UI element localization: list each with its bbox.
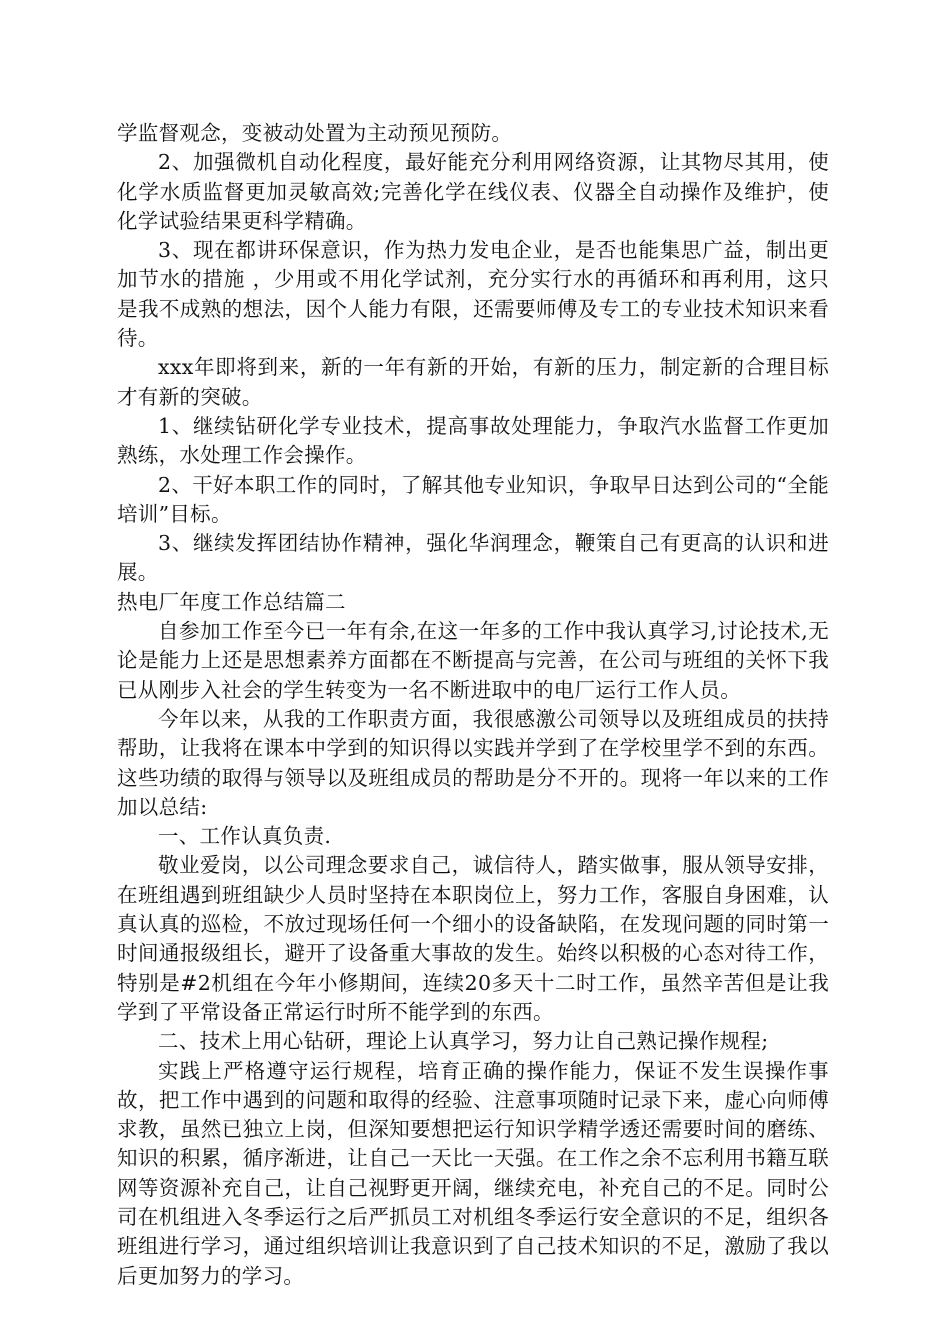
- section-heading: 热电厂年度工作总结篇二: [117, 589, 346, 614]
- paragraph-3: 3、现在都讲环保意识，作为热力发电企业，是否也能集思广益，制出更加节水的措施 ，少用或不用化学试剂，充分实行水的再循环和再利用，这只是我不成熟的想法，因个人能力有限，还需要师傅及专工的专业技术知识来看待。: [117, 238, 829, 351]
- paragraph-9: 自参加工作至今已一年有余,在这一年多的工作中我认真学习,讨论技术,无论是能力上还是思想素养方面都在不断提高与完善，在公司与班组的关怀下我已从刚步入社会的学生转变为一名不断进取中的电厂运行工作人员。: [117, 619, 829, 702]
- paragraph-13: 二、技术上用心钻研，理论上认真学习，努力让自己熟记操作规程;: [158, 1029, 769, 1054]
- paragraph-2: 2、加强微机自动化程度，最好能充分利用网络资源，让其物尽其用，使化学水质监督更加灵敏高效;完善化学在线仪表、仪器全自动操作及维护，使化学试验结果更科学精确。: [117, 150, 829, 233]
- paragraph-4: xxx年即将到来，新的一年有新的开始，有新的压力，制定新的合理目标才有新的突破。: [117, 355, 829, 409]
- paragraph-5: 1、继续钻研化学专业技术，提高事故处理能力，争取汽水监督工作更加熟练，水处理工作会操作。: [117, 413, 829, 468]
- paragraph-10: 今年以来，从我的工作职责方面，我很感激公司领导以及班组成员的扶持帮助，让我将在课本中学到的知识得以实践并学到了在学校里学不到的东西。这些功绩的取得与领导以及班组成员的帮助是分不开的。现将一年以来的工作加以总结:: [117, 706, 829, 819]
- document-body: [117, 119, 829, 1291]
- paragraph-1: 学监督观念，变被动处置为主动预见预防。: [117, 121, 513, 145]
- paragraph-7: 3、继续发挥团结协作精神，强化华润理念，鞭策自己有更高的认识和进展。: [117, 531, 829, 585]
- paragraph-11: 一、工作认真负责.: [158, 824, 332, 849]
- paragraph-12: 敬业爱岗，以公司理念要求自己，诚信待人，踏实做事，服从领导安排， 在班组遇到班组缺少人员时坚持在本职岗位上，努力工作，客服自身困难，认真认真的巡检，不放过现场任何一个细小的设备缺陷，在发现问题的同时第一时间通报级组长，避开了设备重大事故的发生。始终以积极的心态对待工作，特别是#2机组在今年小修期间，连续20多天十二时工作，虽然辛苦但是让我学到了平常设备正常运行时所不能学到的东西。: [117, 853, 829, 1024]
- paragraph-6: 2、干好本职工作的同时，了解其他专业知识，争取早日达到公司的“全能培训”目标。: [117, 472, 829, 526]
- paragraph-14: 实践上严格遵守运行规程，培育正确的操作能力，保证不发生误操作事故，把工作中遇到的问题和取得的经验、注意事项随时记录下来，虚心向师傅求教，虽然已独立上岗，但深知要想把运行知识学精学透还需要时间的磨练、知识的积累，循序渐进，让自己一天比一天强。在工作之余不忘利用书籍互联网等资源补充自己，让自己视野更开阔，继续充电，补充自己的不足。同时公司在机组进入冬季运行之后严抓员工对机组冬季运行安全意识的不足，组织各班组进行学习，通过组织培训让我意识到了自己技术知识的不足，激励了我以后更加努力的学习。: [117, 1058, 829, 1288]
